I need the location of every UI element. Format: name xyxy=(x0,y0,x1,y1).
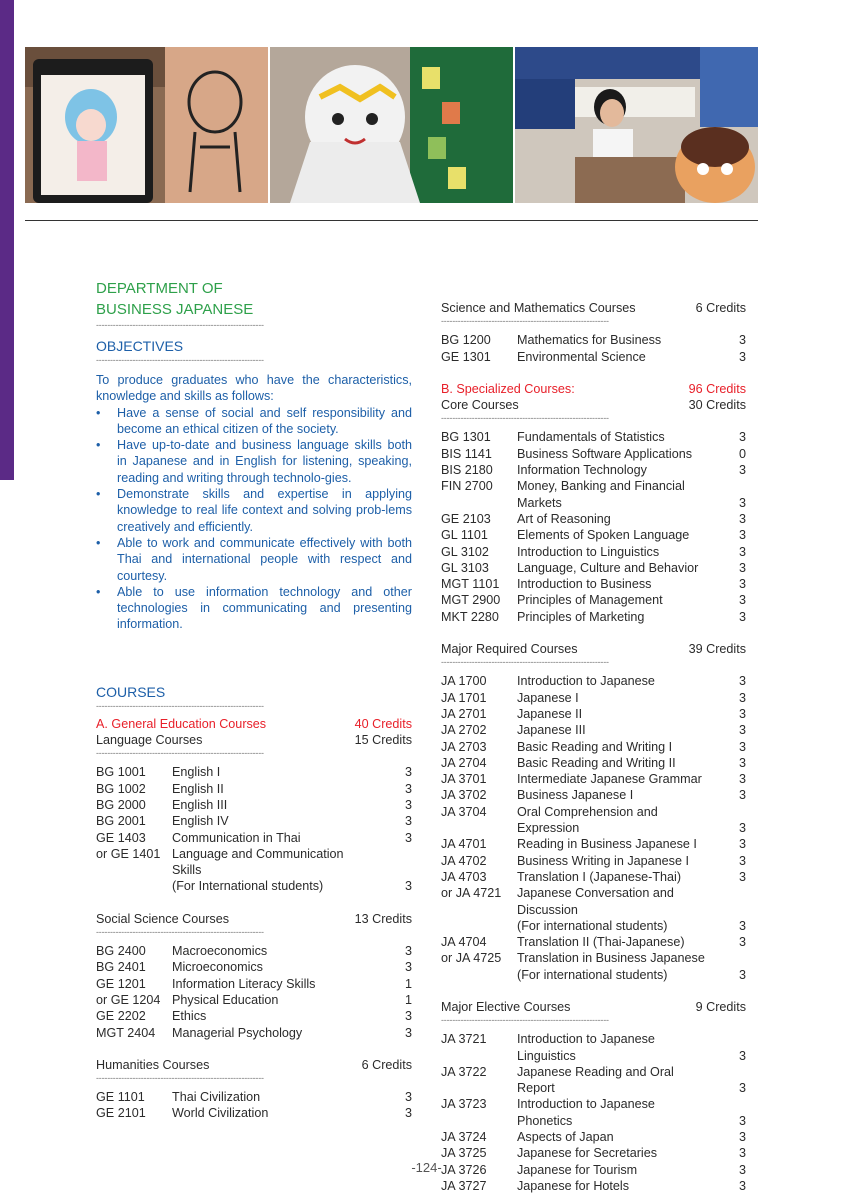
course-code: GL 1101 xyxy=(441,528,488,543)
course-name: Markets xyxy=(517,495,562,510)
major-elective-label: Major Elective Courses xyxy=(441,999,571,1014)
course-name: Language and Communication Skills xyxy=(172,846,344,878)
course-code: MKT 2280 xyxy=(441,609,499,624)
course-credits: 3 xyxy=(738,333,746,348)
course-code: JA 3727 xyxy=(441,1178,487,1193)
course-credits: 3 xyxy=(738,1162,746,1177)
course-row xyxy=(96,846,412,879)
major-elective-header xyxy=(441,999,746,1015)
course-name: Managerial Psychology xyxy=(172,1025,303,1040)
language-courses-credits: 15 Credits xyxy=(354,733,412,748)
course-name: Basic Reading and Writing II xyxy=(517,755,676,770)
course-credits: 3 xyxy=(738,706,746,721)
course-row xyxy=(441,478,746,494)
course-row xyxy=(441,592,746,608)
department-title-line1: DEPARTMENT OF xyxy=(96,280,223,297)
humanities-label: Humanities Courses xyxy=(96,1057,210,1072)
course-code: GE 2101 xyxy=(96,1106,146,1121)
specialized-header xyxy=(441,381,746,397)
course-code: BG 2001 xyxy=(96,814,146,829)
course-row xyxy=(441,332,746,348)
course-credits: 3 xyxy=(738,821,746,836)
course-credits: 3 xyxy=(404,1025,412,1040)
divider: ------------------------------------------------------------ xyxy=(96,320,264,330)
course-code: GE 1301 xyxy=(441,349,491,364)
course-code: JA 2703 xyxy=(441,739,487,754)
course-credits: 3 xyxy=(738,528,746,543)
course-row xyxy=(441,576,746,592)
course-name: Principles of Management xyxy=(517,593,663,608)
course-code: BIS 1141 xyxy=(441,446,492,461)
course-row xyxy=(96,830,412,846)
course-credits: 3 xyxy=(738,349,746,364)
course-row xyxy=(441,1096,746,1129)
course-code: MGT 2900 xyxy=(441,593,501,608)
course-row xyxy=(441,446,746,462)
course-name: Ethics xyxy=(172,1009,207,1024)
course-code: BG 2400 xyxy=(96,944,146,959)
course-code: BG 1301 xyxy=(441,430,491,445)
course-row xyxy=(441,934,746,950)
course-row xyxy=(441,609,746,625)
divider: ------------------------------------------------------------ xyxy=(441,1015,609,1026)
course-code: GE 2103 xyxy=(441,511,491,526)
course-code: MGT 1101 xyxy=(441,577,500,592)
photo-teru-teru-bozu xyxy=(270,47,513,203)
course-row xyxy=(441,1129,746,1145)
course-credits: 3 xyxy=(738,755,746,770)
course-credits: 3 xyxy=(738,967,746,982)
course-code: JA 4701 xyxy=(441,837,487,852)
course-code: JA 3721 xyxy=(441,1032,487,1047)
humanities-course-list xyxy=(96,1089,412,1122)
course-code: GE 1403 xyxy=(96,830,146,845)
divider: ------------------------------------------------------------ xyxy=(96,748,264,759)
course-code: GE 2202 xyxy=(96,1009,146,1024)
course-row xyxy=(441,462,746,478)
course-name: Microeconomics xyxy=(172,960,263,975)
course-row xyxy=(441,349,746,365)
course-credits: 3 xyxy=(404,1106,412,1121)
course-name: Introduction to Linguistics xyxy=(517,544,660,559)
course-name: Japanese for Tourism xyxy=(517,1162,638,1177)
course-code xyxy=(441,495,517,511)
course-row xyxy=(441,1178,746,1194)
course-credits: 3 xyxy=(738,853,746,868)
course-credits: 3 xyxy=(738,560,746,575)
course-name: English II xyxy=(172,781,224,796)
major-required-label: Major Required Courses xyxy=(441,642,578,657)
course-code: JA 4703 xyxy=(441,869,487,884)
course-row xyxy=(441,967,746,983)
course-code: JA 4702 xyxy=(441,853,487,868)
course-code: GL 3102 xyxy=(441,544,489,559)
course-credits: 3 xyxy=(404,830,412,845)
course-name: (For international students) xyxy=(517,918,668,933)
divider: ------------------------------------------------------------ xyxy=(96,1073,264,1084)
course-code: MGT 2404 xyxy=(96,1025,156,1040)
course-name: Money, Banking and Financial xyxy=(517,479,685,494)
course-row xyxy=(96,976,412,992)
divider: ------------------------------------------------------------ xyxy=(441,316,609,327)
course-name: Translation I (Japanese-Thai) xyxy=(517,869,682,884)
course-credits: 3 xyxy=(404,814,412,829)
course-code: GE 1101 xyxy=(96,1090,145,1105)
course-row xyxy=(96,764,412,780)
course-row xyxy=(441,771,746,787)
course-credits: 3 xyxy=(738,593,746,608)
course-code: BG 1001 xyxy=(96,765,146,780)
course-row xyxy=(441,560,746,576)
course-code: JA 4704 xyxy=(441,935,487,950)
science-math-course-list xyxy=(441,332,746,365)
course-name: Translation in Business Japanese xyxy=(517,951,705,966)
specialized-label: B. Specialized Courses: xyxy=(441,381,575,396)
course-name: Fundamentals of Statistics xyxy=(517,430,665,445)
course-row xyxy=(441,787,746,803)
course-code: FIN 2700 xyxy=(441,479,493,494)
course-credits: 3 xyxy=(738,1081,746,1096)
course-credits: 3 xyxy=(738,609,746,624)
course-credits: 3 xyxy=(738,544,746,559)
course-credits: 3 xyxy=(404,781,412,796)
course-credits: 3 xyxy=(738,674,746,689)
major-required-header xyxy=(441,641,746,657)
department-title-line2: BUSINESS JAPANESE xyxy=(96,301,254,318)
course-code xyxy=(441,967,517,983)
course-code: JA 2704 xyxy=(441,755,487,770)
course-row xyxy=(441,853,746,869)
course-credits: 3 xyxy=(738,577,746,592)
left-column xyxy=(96,278,412,1122)
divider: ------------------------------------------------------------ xyxy=(96,355,264,365)
course-name: Reading in Business Japanese I xyxy=(517,837,697,852)
course-credits: 3 xyxy=(738,788,746,803)
divider: ------------------------------------------------------------ xyxy=(96,927,264,938)
course-row xyxy=(441,836,746,852)
course-row xyxy=(441,918,746,934)
course-code: or JA 4725 xyxy=(441,951,502,966)
course-name: Japanese Reading and Oral Report xyxy=(517,1064,674,1096)
course-credits: 3 xyxy=(738,918,746,933)
course-credits: 3 xyxy=(738,935,746,950)
course-credits: 3 xyxy=(738,1048,746,1063)
course-code: JA 1700 xyxy=(441,674,487,689)
course-credits: 3 xyxy=(738,739,746,754)
course-name: Elements of Spoken Language xyxy=(517,528,690,543)
course-name: Physical Education xyxy=(172,992,279,1007)
social-science-course-list xyxy=(96,943,412,1041)
core-courses-credits: 30 Credits xyxy=(688,398,746,413)
course-name: Linguistics xyxy=(517,1048,576,1063)
course-credits: 3 xyxy=(404,944,412,959)
course-code xyxy=(441,918,517,934)
course-name: Japanese II xyxy=(517,706,583,721)
course-row xyxy=(441,1031,746,1047)
course-name: Japanese III xyxy=(517,723,586,738)
course-code: GE 1201 xyxy=(96,976,146,991)
course-code: JA 3702 xyxy=(441,788,487,803)
core-courses-label: Core Courses xyxy=(441,398,519,413)
course-row xyxy=(96,1089,412,1105)
course-credits: 3 xyxy=(738,869,746,884)
course-name: Japanese I xyxy=(517,690,579,705)
objective-item: • Have a sense of social and self responsibility and become an ethical citizen of the society. xyxy=(96,405,412,438)
courses-heading: COURSES xyxy=(96,683,166,700)
course-credits: 1 xyxy=(404,976,412,991)
course-name: Thai Civilization xyxy=(172,1090,261,1105)
specialized-credits: 96 Credits xyxy=(688,381,746,396)
objective-item: • Demonstrate skills and expertise in applying knowledge to real life context and solving prob-lems creatively and efficiently. xyxy=(96,486,412,535)
science-math-header xyxy=(441,300,746,316)
course-credits: 3 xyxy=(404,1090,412,1105)
course-row xyxy=(441,950,746,966)
course-code xyxy=(441,902,517,918)
course-name: Discussion xyxy=(517,902,578,917)
social-science-header xyxy=(96,911,412,927)
course-row xyxy=(441,869,746,885)
course-row xyxy=(96,1008,412,1024)
objectives-intro: To produce graduates who have the characteristics, knowledge and skills as follows: xyxy=(96,373,412,404)
course-code: JA 3723 xyxy=(441,1097,487,1112)
course-name: Language, Culture and Behavior xyxy=(517,560,699,575)
course-code: BG 1002 xyxy=(96,781,146,796)
course-code: JA 2702 xyxy=(441,723,487,738)
language-courses-label: Language Courses xyxy=(96,733,203,748)
core-courses-header xyxy=(441,397,746,413)
course-row xyxy=(441,495,746,511)
course-name: Macroeconomics xyxy=(172,944,268,959)
course-name: Communication in Thai xyxy=(172,830,301,845)
header-rule xyxy=(25,220,758,221)
course-name: Principles of Marketing xyxy=(517,609,645,624)
divider: ------------------------------------------------------------ xyxy=(96,700,264,711)
course-credits: 3 xyxy=(738,1130,746,1145)
course-row xyxy=(441,902,746,918)
humanities-header xyxy=(96,1057,412,1073)
course-name: English III xyxy=(172,797,228,812)
course-name: Japanese for Hotels xyxy=(517,1178,630,1193)
course-row xyxy=(441,706,746,722)
course-name: Information Literacy Skills xyxy=(172,976,316,991)
course-row xyxy=(441,804,746,837)
social-science-credits: 13 Credits xyxy=(354,911,412,926)
course-name: Business Software Applications xyxy=(517,446,693,461)
course-row xyxy=(96,813,412,829)
photo-japanese-booth xyxy=(515,47,758,203)
course-row xyxy=(96,959,412,975)
course-credits: 0 xyxy=(738,446,746,461)
major-elective-credits: 9 Credits xyxy=(695,999,746,1014)
course-name: World Civilization xyxy=(172,1106,269,1121)
course-code: JA 3724 xyxy=(441,1130,487,1145)
course-name: Introduction to Japanese xyxy=(517,1032,655,1047)
course-credits: 3 xyxy=(738,690,746,705)
photo-anime-drawing xyxy=(25,47,268,203)
humanities-credits: 6 Credits xyxy=(361,1057,412,1072)
objective-item: • Able to work and communicate effectively with both Thai and international people with respect and courtesy. xyxy=(96,535,412,584)
course-code: BG 1200 xyxy=(441,333,491,348)
course-credits: 3 xyxy=(738,723,746,738)
general-education-header xyxy=(96,716,412,732)
course-name: Oral Comprehension and Expression xyxy=(517,804,658,836)
course-row xyxy=(441,527,746,543)
objectives-heading: OBJECTIVES xyxy=(96,338,184,354)
course-credits: 3 xyxy=(738,430,746,445)
course-row xyxy=(441,1048,746,1064)
course-code: JA 3725 xyxy=(441,1146,487,1161)
objective-item: • Have up-to-date and business language skills both in Japanese and in English for listening, speaking, reading and writing through technolo-gies. xyxy=(96,437,412,486)
science-math-label: Science and Mathematics Courses xyxy=(441,301,636,315)
course-code: BIS 2180 xyxy=(441,463,493,478)
page-number: -124- xyxy=(411,1160,442,1175)
right-column xyxy=(441,300,746,1194)
course-row xyxy=(441,690,746,706)
course-name: Introduction to Japanese Phonetics xyxy=(517,1097,655,1128)
course-name: Translation II (Thai-Japanese) xyxy=(517,935,685,950)
course-code xyxy=(96,878,172,894)
course-name: Aspects of Japan xyxy=(517,1130,614,1145)
course-code: BG 2000 xyxy=(96,797,146,812)
course-name: (For International students) xyxy=(172,879,324,894)
course-row xyxy=(441,1064,746,1097)
course-row xyxy=(96,943,412,959)
language-course-list xyxy=(96,764,412,894)
course-name: Art of Reasoning xyxy=(517,511,611,526)
course-row xyxy=(441,429,746,445)
course-code: or JA 4721 xyxy=(441,886,502,901)
course-name: English I xyxy=(172,765,221,780)
course-code xyxy=(441,1048,517,1064)
course-code: JA 3722 xyxy=(441,1064,487,1079)
course-row xyxy=(96,1025,412,1041)
course-name: Intermediate Japanese Grammar xyxy=(517,772,702,787)
course-code: JA 2701 xyxy=(441,706,487,721)
language-courses-header xyxy=(96,732,412,748)
course-row xyxy=(96,878,412,894)
course-credits: 3 xyxy=(738,1146,746,1161)
course-code: GL 3103 xyxy=(441,560,489,575)
course-name: Basic Reading and Writing I xyxy=(517,739,673,754)
course-row xyxy=(96,992,412,1008)
course-credits: 3 xyxy=(404,1009,412,1024)
course-credits: 3 xyxy=(404,797,412,812)
course-row xyxy=(441,544,746,560)
social-science-label: Social Science Courses xyxy=(96,911,229,926)
course-credits: 3 xyxy=(738,772,746,787)
course-name: Business Japanese I xyxy=(517,788,634,803)
course-credits: 3 xyxy=(738,1113,746,1128)
science-math-credits: 6 Credits xyxy=(695,301,746,315)
divider: ------------------------------------------------------------ xyxy=(441,413,609,424)
major-required-credits: 39 Credits xyxy=(688,642,746,657)
course-code: BG 2401 xyxy=(96,960,146,975)
course-code: JA 3704 xyxy=(441,804,487,819)
course-name: Mathematics for Business xyxy=(517,333,662,348)
objectives-list xyxy=(96,405,412,633)
course-code: JA 3726 xyxy=(441,1162,487,1177)
course-credits: 3 xyxy=(404,765,412,780)
course-credits: 1 xyxy=(404,992,412,1007)
course-name: Japanese Conversation and xyxy=(517,886,674,901)
general-education-label: A. General Education Courses xyxy=(96,716,267,731)
course-credits: 3 xyxy=(404,960,412,975)
general-education-credits: 40 Credits xyxy=(354,716,412,731)
course-row xyxy=(441,885,746,901)
course-row xyxy=(441,511,746,527)
purple-side-bar xyxy=(0,0,14,480)
course-name: Information Technology xyxy=(517,463,647,478)
divider: ------------------------------------------------------------ xyxy=(441,657,609,668)
course-credits: 3 xyxy=(738,1178,746,1193)
course-code: or GE 1204 xyxy=(96,992,161,1007)
course-row xyxy=(441,755,746,771)
course-name: Introduction to Business xyxy=(517,577,652,592)
course-name: Introduction to Japanese xyxy=(517,674,655,689)
course-row xyxy=(441,673,746,689)
course-name: English IV xyxy=(172,814,229,829)
course-code: JA 1701 xyxy=(441,690,487,705)
course-name: Environmental Science xyxy=(517,349,646,364)
course-name: Business Writing in Japanese I xyxy=(517,853,689,868)
course-row xyxy=(441,722,746,738)
course-code: JA 3701 xyxy=(441,772,487,787)
course-credits: 3 xyxy=(404,879,412,894)
core-course-list xyxy=(441,429,746,625)
major-required-course-list xyxy=(441,673,746,983)
course-row xyxy=(96,1105,412,1121)
course-credits: 3 xyxy=(738,463,746,478)
objective-item: • Able to use information technology and other technologies in communicating and presenting information. xyxy=(96,584,412,633)
course-name: (For international students) xyxy=(517,967,668,982)
course-row xyxy=(96,781,412,797)
course-credits: 3 xyxy=(738,837,746,852)
course-credits: 3 xyxy=(738,495,746,510)
course-row xyxy=(441,739,746,755)
course-code: or GE 1401 xyxy=(96,846,161,861)
course-row xyxy=(96,797,412,813)
course-name: Japanese for Secretaries xyxy=(517,1146,658,1161)
course-credits: 3 xyxy=(738,511,746,526)
